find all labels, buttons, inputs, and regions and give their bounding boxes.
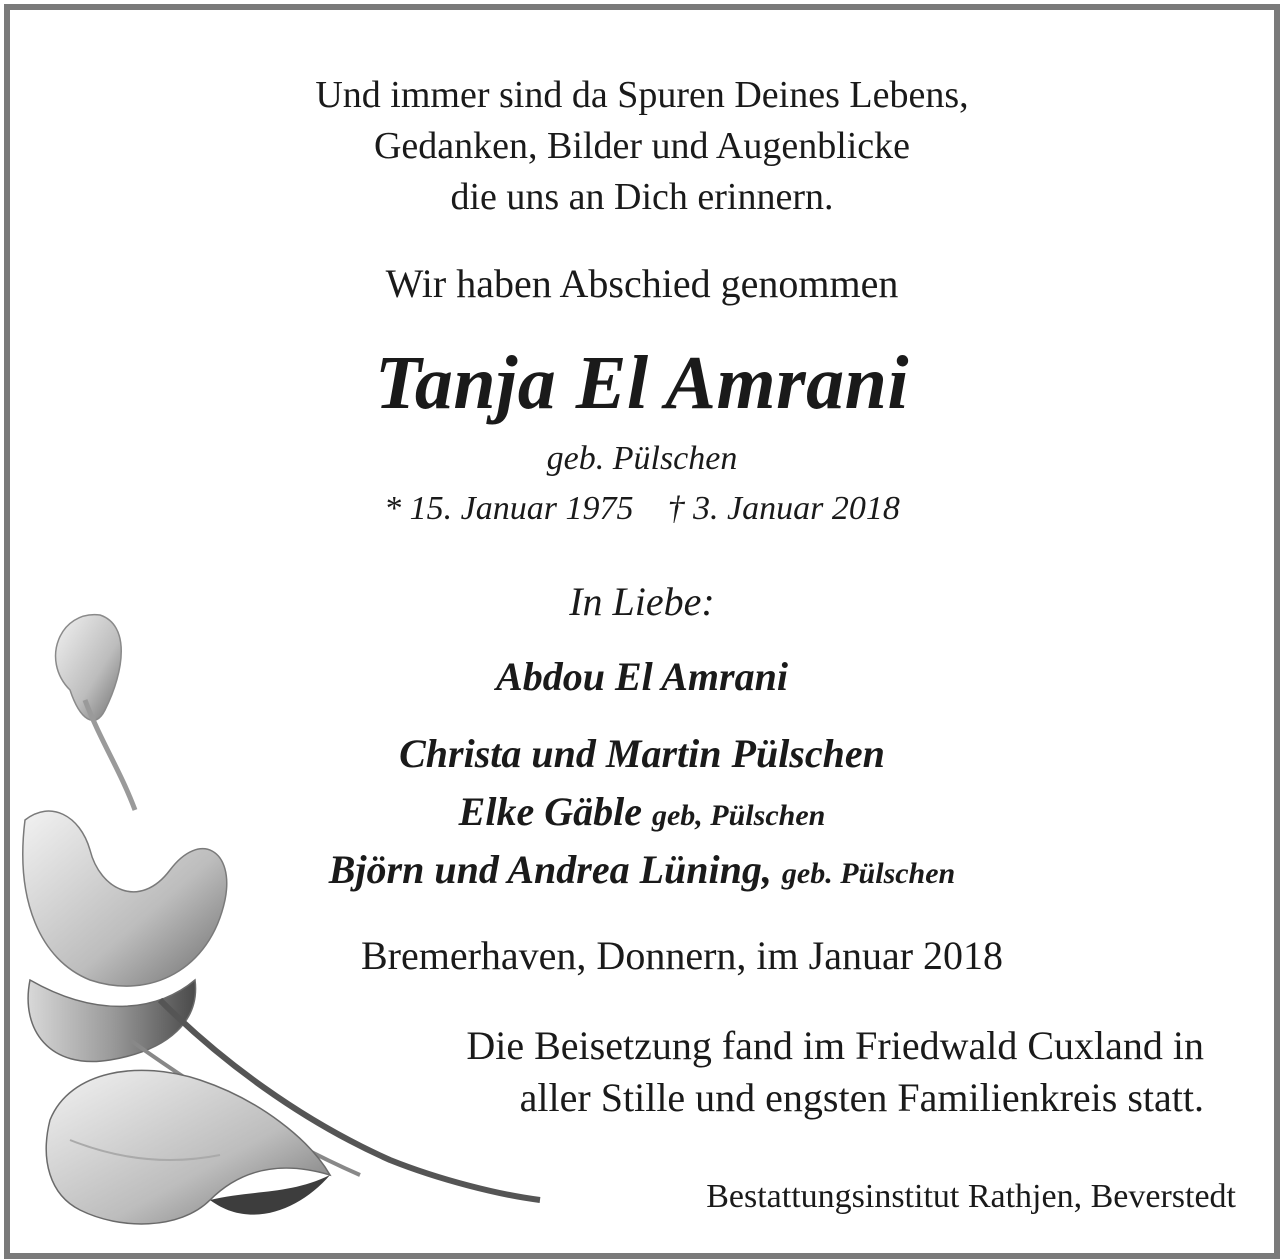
maiden-name: geb. Pülschen: [546, 440, 738, 477]
poem-line-1: Und immer sind da Spuren Deines Lebens,: [315, 74, 969, 116]
mourner-2: Christa und Martin Pülschen: [399, 731, 885, 776]
life-dates: [10, 490, 1274, 528]
in-love-heading: In Liebe:: [569, 579, 715, 624]
poem-line-2: Gedanken, Bilder und Augenblicke: [373, 125, 911, 167]
death-date: † 3. Januar 2018: [667, 490, 900, 527]
mourner-4-note: geb. Pülschen: [781, 857, 956, 890]
obituary-notice: [4, 4, 1280, 1259]
mourner-4-name: Björn und Andrea Lüning,: [328, 847, 772, 892]
mourner-3-note: geb, Pülschen: [651, 799, 826, 832]
mourner-3-name: Elke Gäble: [458, 789, 642, 834]
undertaker: Bestattungsinstitut Rathjen, Beverstedt: [706, 1178, 1236, 1215]
burial-note-line-1: Die Beisetzung fand im Friedwald Cuxland in: [466, 1023, 1204, 1068]
burial-note-line-2: aller Stille und engsten Familienkreis statt.: [519, 1075, 1204, 1120]
mourner-1: Abdou El Amrani: [496, 654, 788, 699]
mourner-4: [10, 846, 1274, 893]
deceased-name: Tanja El Amrani: [374, 341, 910, 425]
mourner-3: [10, 788, 1274, 835]
poem-line-3: die uns an Dich erinnern.: [450, 176, 834, 218]
birth-date: * 15. Januar 1975: [384, 490, 634, 527]
farewell-intro: Wir haben Abschied genommen: [385, 261, 899, 306]
place-and-date-text: Bremerhaven, Donnern, im Januar 2018: [360, 933, 1004, 978]
place-and-date: [50, 932, 1280, 979]
